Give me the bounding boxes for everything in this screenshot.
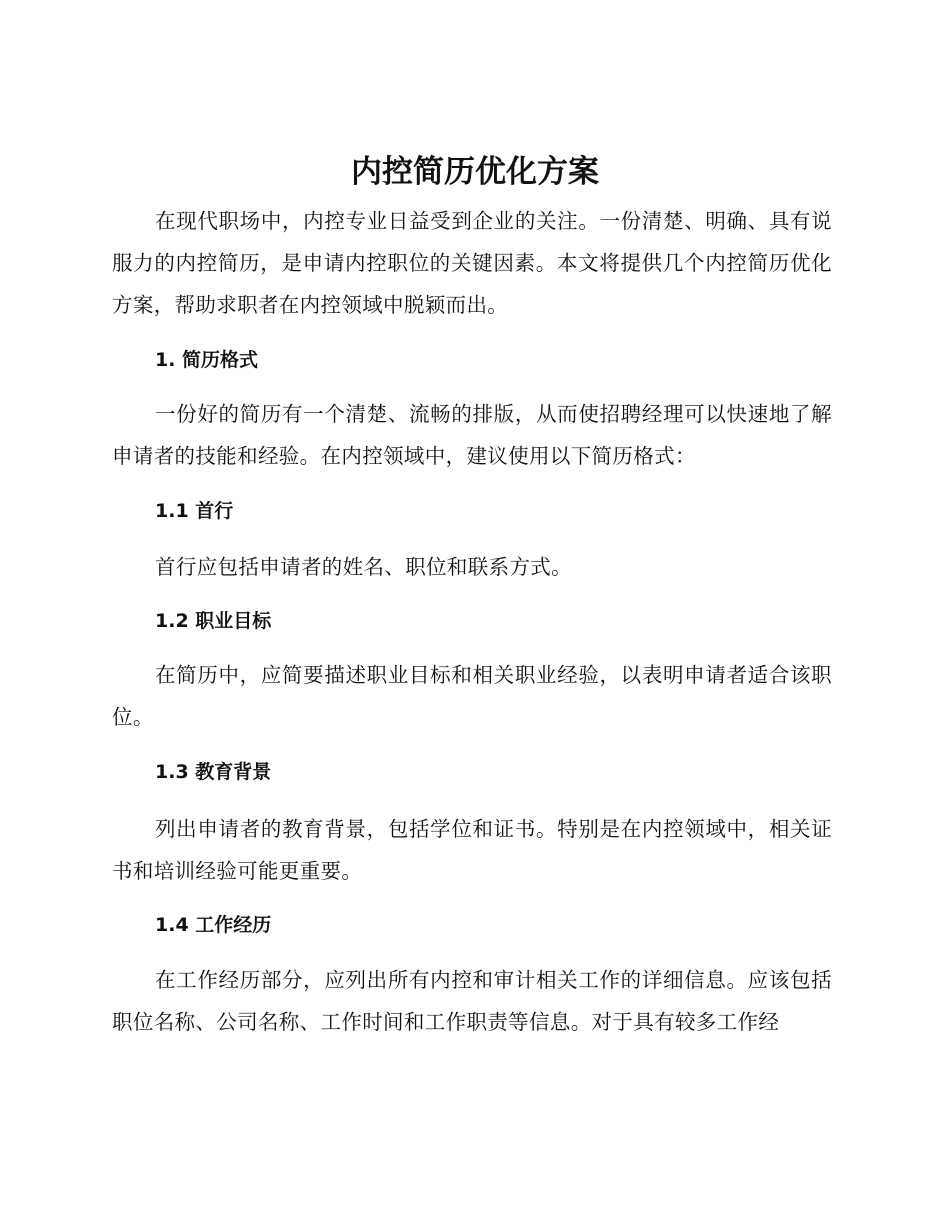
section-paragraph: 在工作经历部分，应列出所有内控和审计相关工作的详细信息。应该包括职位名称、公司名称、工作时间和工作职责等信息。对于具有较多工作经 xyxy=(112,968,832,1034)
section-heading: 1.1 首行 xyxy=(155,500,234,522)
section-heading: 1.2 职业目标 xyxy=(155,610,272,632)
section-paragraph: 在简历中，应简要描述职业目标和相关职业经验，以表明申请者适合该职位。 xyxy=(112,663,832,729)
document-title: 内控简历优化方案 xyxy=(351,154,599,190)
section-heading: 1.3 教育背景 xyxy=(155,761,272,783)
section-paragraph: 列出申请者的教育背景，包括学位和证书。特别是在内控领域中，相关证书和培训经验可能更重要。 xyxy=(112,817,832,883)
section-heading: 1. 简历格式 xyxy=(155,349,259,371)
section-heading: 1.4 工作经历 xyxy=(155,914,272,936)
section-paragraph: 首行应包括申请者的姓名、职位和联系方式。 xyxy=(155,555,572,579)
intro-paragraph: 在现代职场中，内控专业日益受到企业的关注。一份清楚、明确、具有说服力的内控简历，是申请内控职位的关键因素。本文将提供几个内控简历优化方案，帮助求职者在内控领域中脱颖而出。 xyxy=(112,209,832,317)
section-paragraph: 一份好的简历有一个清楚、流畅的排版，从而使招聘经理可以快速地了解申请者的技能和经验。在内控领域中，建议使用以下简历格式： xyxy=(112,402,832,468)
